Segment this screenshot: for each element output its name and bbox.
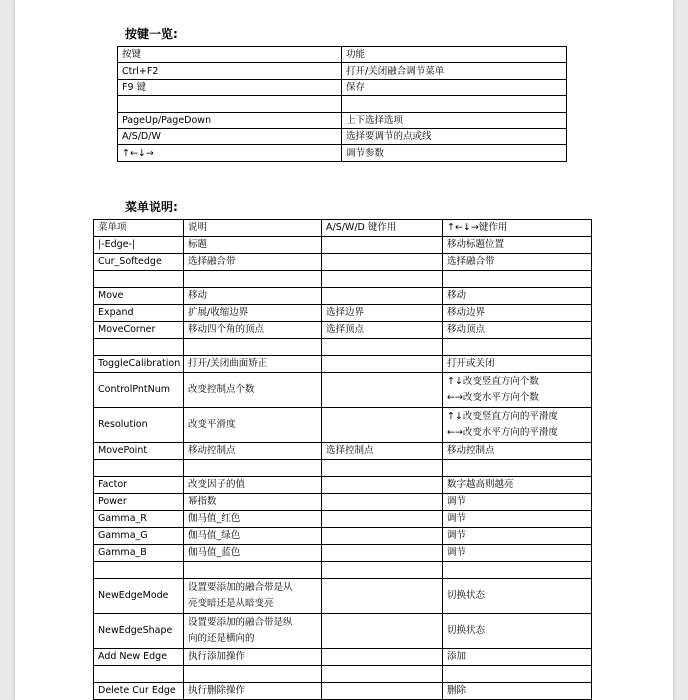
table-cell [322,356,443,373]
header-cell: 按键 [118,47,342,63]
table-cell: 移动控制点 [184,443,322,460]
table-row [94,460,592,477]
table-cell: 调节 [443,545,592,562]
table-cell [322,614,443,649]
table-cell: 移动 [184,288,322,305]
table-row [94,666,592,683]
table-cell: Move [94,288,184,305]
table-cell: 调节参数 [342,145,567,161]
table-cell: 幂指数 [184,494,322,511]
table-cell [322,237,443,254]
table-cell: 切换状态 [443,579,592,614]
table-cell [322,511,443,528]
table-header-row [118,47,567,63]
header-cell: A/S/W/D 键作用 [322,220,443,237]
table-cell: Gamma_G [94,528,184,545]
table-cell [94,666,184,683]
table-cell [184,460,322,477]
table-cell [322,373,443,408]
table-cell: ControlPntNum [94,373,184,408]
table-cell: Gamma_R [94,511,184,528]
table-cell: ↑←↓→ [118,145,342,161]
table-row [118,63,567,79]
table-cell: 选择控制点 [322,443,443,460]
table-cell: 数字越高则越亮 [443,477,592,494]
table-row [118,96,567,112]
table-cell [443,666,592,683]
table-cell: 移动 [443,288,592,305]
table-cell: ↑↓改变竖直方向个数 ←→改变水平方向个数 [443,373,592,408]
table-cell: 伽马值_蓝色 [184,545,322,562]
table-cell: 改变平滑度 [184,408,322,443]
table-row [94,683,592,700]
table-cell: 伽马值_绿色 [184,528,322,545]
table-cell: Ctrl+F2 [118,63,342,79]
table-cell: 执行添加操作 [184,649,322,666]
table-cell [94,460,184,477]
table-row [94,494,592,511]
table-cell: 调节 [443,511,592,528]
table-cell [322,408,443,443]
table-cell: Delete Cur Edge [94,683,184,700]
table-cell [322,477,443,494]
table-cell [322,649,443,666]
table-cell [322,271,443,288]
table-cell [322,562,443,579]
table-cell: Expand [94,305,184,322]
table-cell: 改变因子的值 [184,477,322,494]
table-cell: 移动控制点 [443,443,592,460]
table-cell: MoveCorner [94,322,184,339]
table-cell: PageUp/PageDown [118,112,342,128]
table-cell: NewEdgeMode [94,579,184,614]
table-cell: 设置要添加的融合带是纵 向的还是横向的 [184,614,322,649]
table-cell [94,271,184,288]
table-cell [118,96,342,112]
table-cell: 打开/关闭融合调节菜单 [342,63,567,79]
table-row [94,271,592,288]
keys-table [117,46,567,162]
table-cell: 标题 [184,237,322,254]
keys-section-title: 按键一览: [125,27,178,41]
table-header-row [94,220,592,237]
table-cell [184,562,322,579]
table-cell: 选择要调节的点或线 [342,128,567,144]
table-row [94,649,592,666]
table-cell [322,339,443,356]
table-cell [342,96,567,112]
table-row [94,562,592,579]
table-cell: 伽马值_红色 [184,511,322,528]
table-cell [322,528,443,545]
table-row [94,579,592,614]
table-row [94,254,592,271]
document-page [15,0,673,700]
table-cell [184,271,322,288]
table-cell [443,339,592,356]
table-cell [184,339,322,356]
table-cell: A/S/D/W [118,128,342,144]
table-cell [322,460,443,477]
table-cell: 调节 [443,528,592,545]
header-cell: 菜单项 [94,220,184,237]
table-cell: Resolution [94,408,184,443]
table-row [118,79,567,95]
table-row [94,322,592,339]
menu-section-title: 菜单说明: [125,200,178,214]
header-cell: ↑←↓→键作用 [443,220,592,237]
table-cell [322,579,443,614]
table-cell: 打开或关闭 [443,356,592,373]
header-cell: 功能 [342,47,567,63]
table-cell [322,288,443,305]
table-cell: 删除 [443,683,592,700]
table-cell: 保存 [342,79,567,95]
table-row [94,339,592,356]
table-row [94,545,592,562]
table-cell [322,494,443,511]
table-cell: 选择顶点 [322,322,443,339]
table-cell [94,339,184,356]
table-row [94,477,592,494]
table-row [94,443,592,460]
table-row [94,511,592,528]
table-cell: 选择边界 [322,305,443,322]
table-cell: Factor [94,477,184,494]
table-cell [322,666,443,683]
table-row [94,528,592,545]
table-cell: 扩展/收缩边界 [184,305,322,322]
table-cell: 改变控制点个数 [184,373,322,408]
table-cell: Gamma_B [94,545,184,562]
table-cell: Power [94,494,184,511]
table-cell: 移动四个角的顶点 [184,322,322,339]
table-row [94,305,592,322]
table-cell: 切换状态 [443,614,592,649]
table-cell: 选择融合带 [184,254,322,271]
table-cell: |-Edge-| [94,237,184,254]
table-cell [322,254,443,271]
table-cell: NewEdgeShape [94,614,184,649]
table-row [118,128,567,144]
table-cell: 设置要添加的融合带是从 亮变暗还是从暗变亮 [184,579,322,614]
table-cell [443,271,592,288]
table-cell: MovePoint [94,443,184,460]
table-cell [94,562,184,579]
table-cell: ToggleCalibration [94,356,184,373]
table-cell: 打开/关闭曲面矫正 [184,356,322,373]
table-cell: 添加 [443,649,592,666]
table-cell [322,683,443,700]
table-row [94,237,592,254]
table-cell [184,666,322,683]
table-cell: Add New Edge [94,649,184,666]
table-row [118,112,567,128]
table-row [94,356,592,373]
table-row [118,145,567,161]
table-cell [322,545,443,562]
table-cell [443,460,592,477]
table-row [94,373,592,408]
table-cell: 调节 [443,494,592,511]
table-cell [443,562,592,579]
table-cell: 移动边界 [443,305,592,322]
menu-table [93,219,592,700]
header-cell: 说明 [184,220,322,237]
table-cell: 移动标题位置 [443,237,592,254]
table-row [94,288,592,305]
table-row [94,408,592,443]
table-cell: 选择融合带 [443,254,592,271]
table-cell: 上下选择选项 [342,112,567,128]
table-cell: ↑↓改变竖直方向的平滑度 ←→改变水平方向的平滑度 [443,408,592,443]
table-cell: Cur_Softedge [94,254,184,271]
table-row [94,614,592,649]
table-cell: F9 键 [118,79,342,95]
table-cell: 执行删除操作 [184,683,322,700]
table-cell: 移动顶点 [443,322,592,339]
